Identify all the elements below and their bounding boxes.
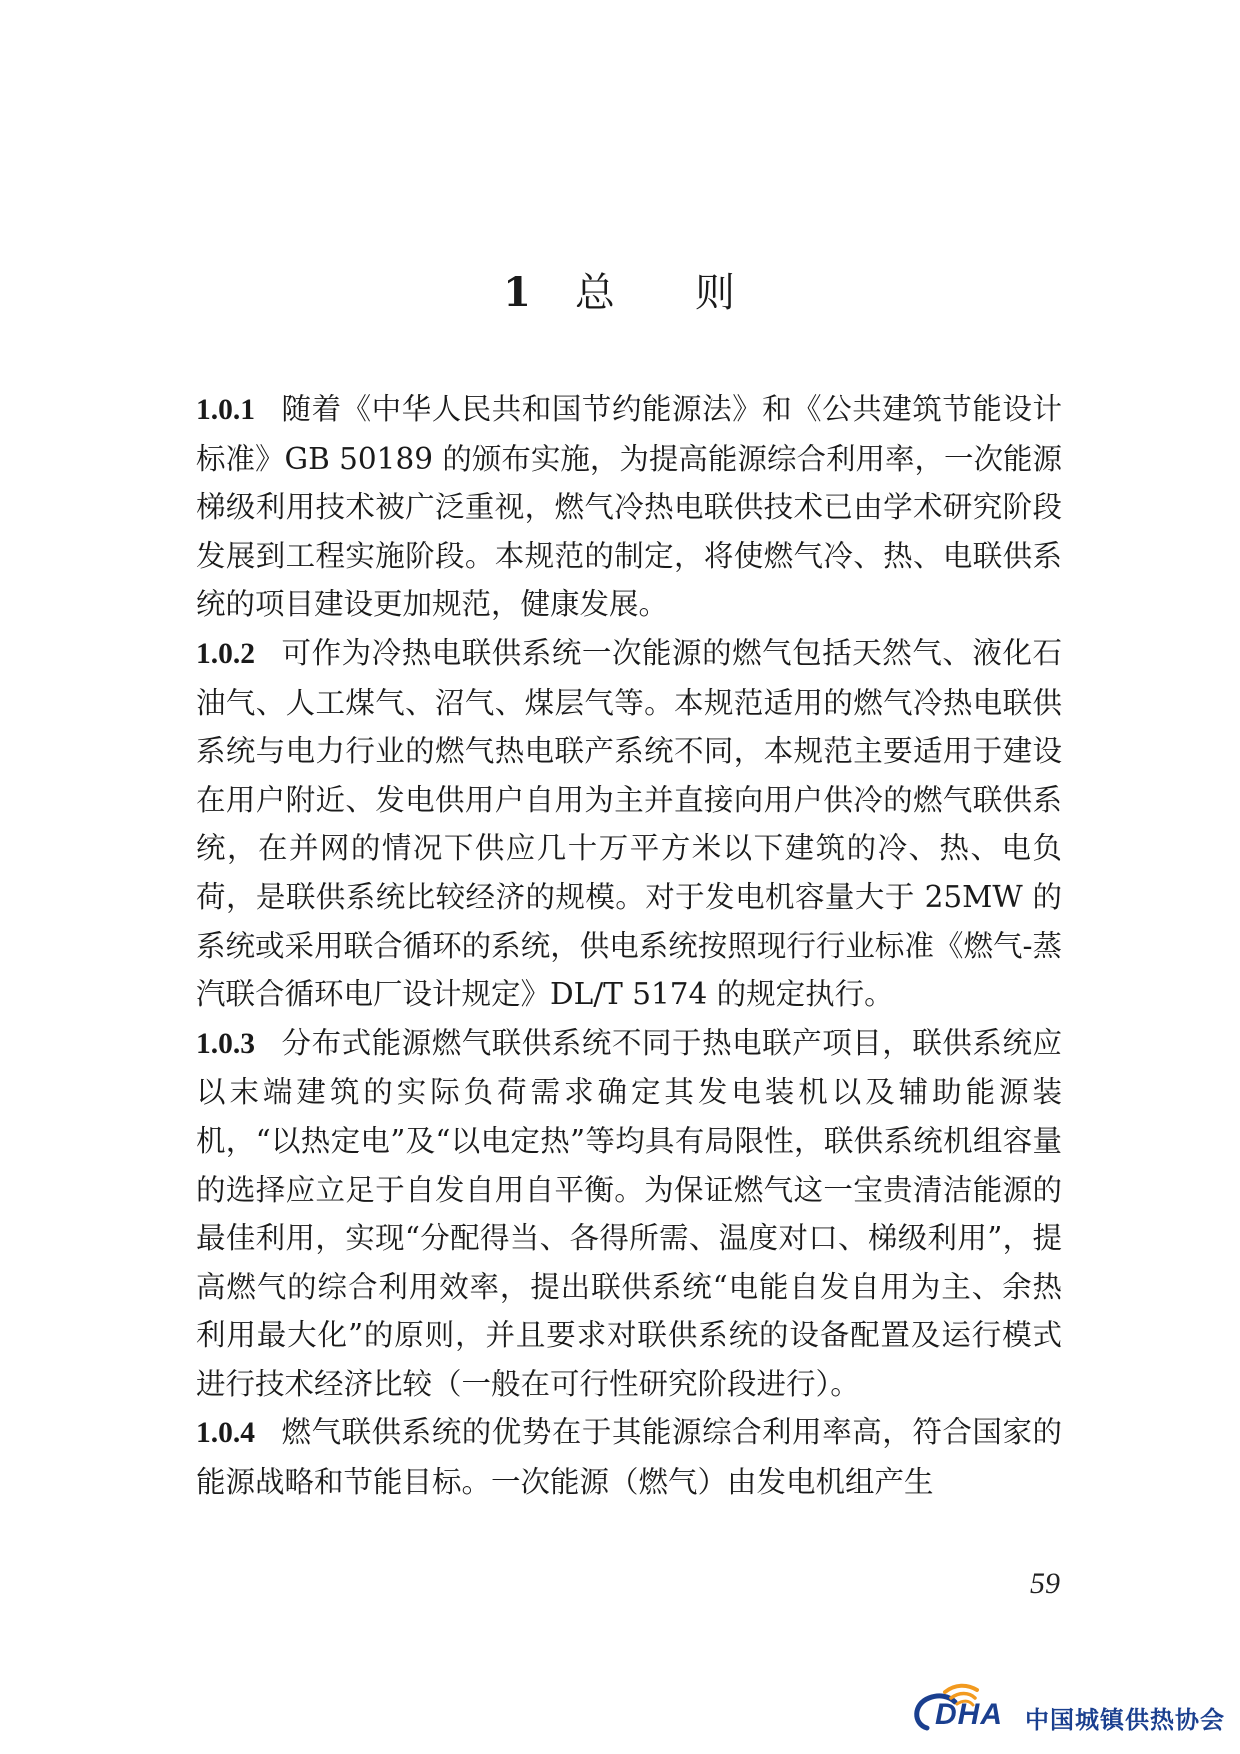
chapter-title-char-1: 总	[574, 270, 617, 316]
clause-number: 1.0.2	[196, 637, 255, 670]
chapter-title-char-2: 则	[694, 270, 737, 316]
clause-number: 1.0.3	[196, 1027, 255, 1060]
clause-number: 1.0.4	[196, 1417, 255, 1450]
chapter-body	[196, 385, 1062, 1507]
clause-number: 1.0.1	[196, 394, 255, 426]
footer-logo	[905, 1678, 1235, 1738]
page-number: 59	[1030, 1567, 1060, 1600]
clause-1-0-2	[196, 629, 1062, 1019]
logo-organization-name: 中国城镇供热协会	[1025, 1706, 1225, 1734]
clause-text: 随着《中华人民共和国节约能源法》和《公共建筑节能设计标准》GB 50189 的颁布实施，为提高能源综合利用率，一次能源梯级利用技术被广泛重视，燃气冷热电联供技术已由学术研究阶段发展到工程实施阶段。本规范的制定，将使燃气冷、热、电联供系统的项目建设更加规范，健康发展。	[196, 392, 1062, 622]
logo-mark-text: DHA	[935, 1698, 1003, 1731]
clause-1-0-3	[196, 1019, 1062, 1409]
clause-text: 燃气联供系统的优势在于其能源综合利用率高，符合国家的能源战略和节能目标。一次能源（燃气）由发电机组产生	[196, 1415, 1062, 1500]
clause-1-0-4	[196, 1408, 1062, 1506]
clause-text: 可作为冷热电联供系统一次能源的燃气包括天然气、液化石油气、人工煤气、沼气、煤层气等。本规范适用的燃气冷热电联供系统与电力行业的燃气热电联产系统不同，本规范主要适用于建设在用户附近、发电供用户自用为主并直接向用户供冷的燃气联供系统，在并网的情况下供应几十万平方米以下建筑的冷、热、电负荷，是联供系统比较经济的规模。对于发电机容量大于 25MW 的系统或采用联合循环的系统，供电系统按照现行行业标准《燃气-蒸汽联合循环电厂设计规定》DL/T 5174 的规定执行。	[196, 635, 1062, 1012]
clause-text: 分布式能源燃气联供系统不同于热电联产项目，联供系统应以末端建筑的实际负荷需求确定其发电装机以及辅助能源装机，“以热定电”及“以电定热”等均具有局限性，联供系统机组容量的选择应立足于自发自用自平衡。为保证燃气这一宝贵清洁能源的最佳利用，实现“分配得当、各得所需、温度对口、梯级利用”，提高燃气的综合利用效率，提出联供系统“电能自发自用为主、余热利用最大化”的原则，并且要求对联供系统的设备配置及运行模式进行技术经济比较（一般在可行性研究阶段进行）。	[196, 1025, 1062, 1401]
chapter-number: 1	[503, 269, 533, 316]
clause-1-0-1	[196, 385, 1062, 629]
chapter-heading	[0, 268, 1240, 318]
